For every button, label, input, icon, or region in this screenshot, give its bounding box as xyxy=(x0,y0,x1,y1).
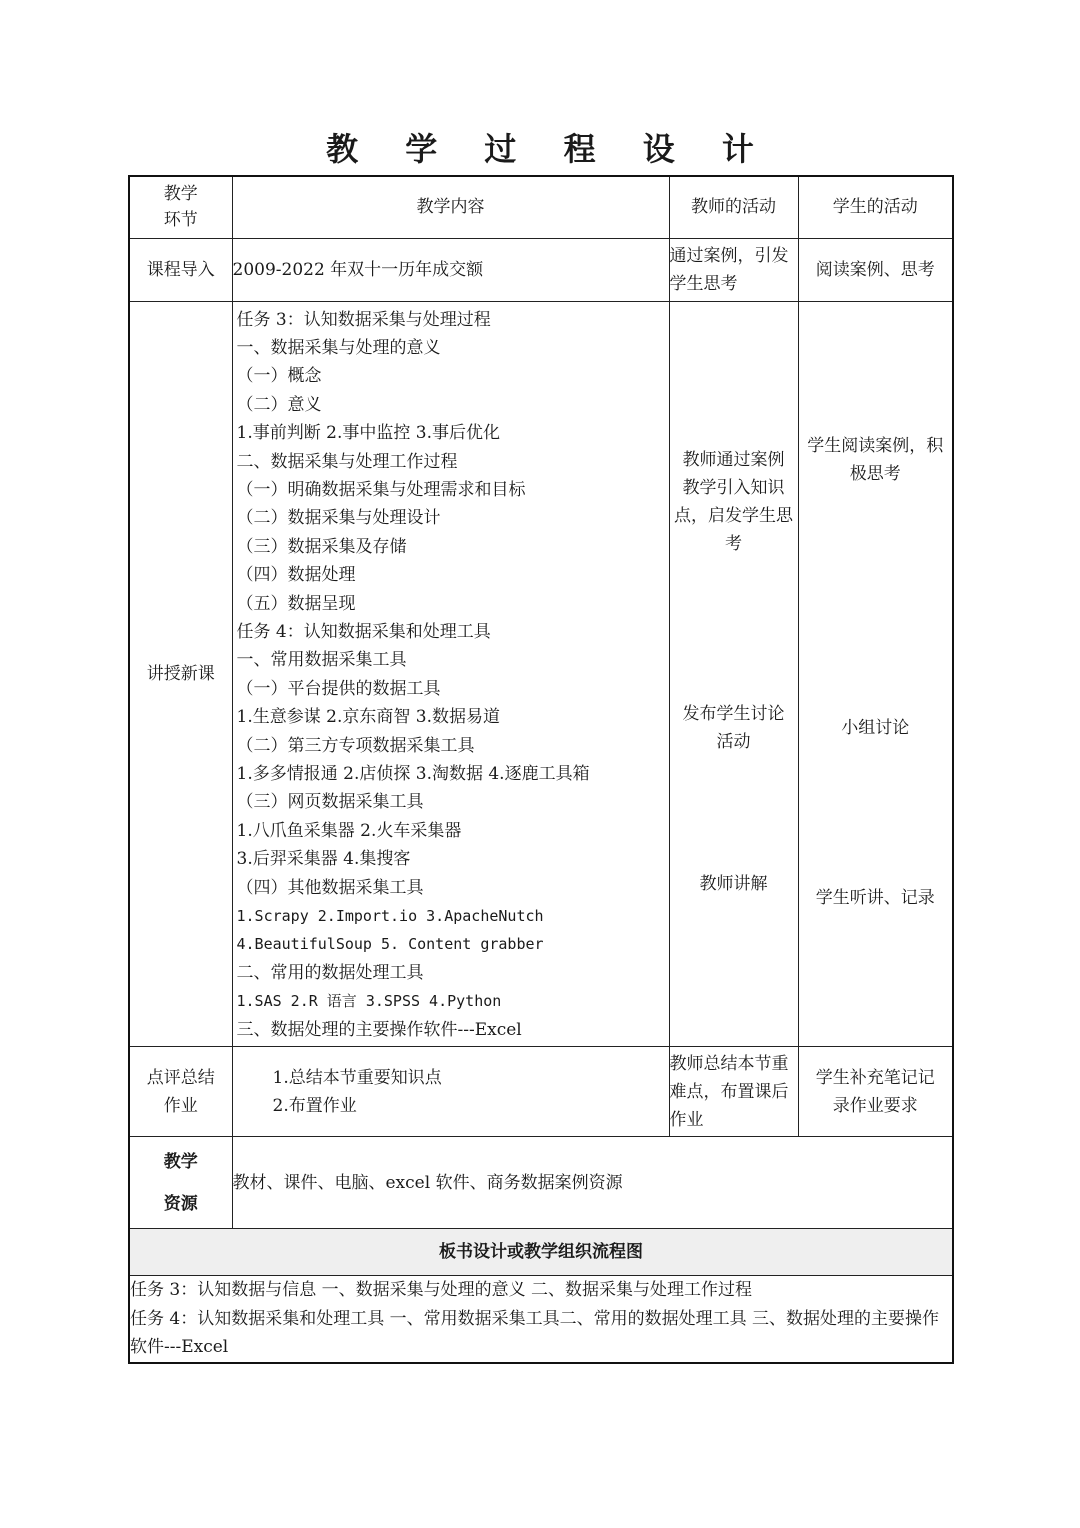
board-body xyxy=(129,1276,953,1363)
lecture-line: （二）意义 xyxy=(236,394,322,415)
lecture-line: （三）网页数据采集工具 xyxy=(236,792,424,813)
lecture-line: 1.事前判断 2.事中监控 3.事后优化 xyxy=(236,423,500,444)
resources-row xyxy=(129,1137,953,1229)
lecture-content-lines xyxy=(233,302,669,1047)
lecture-line: 一、常用数据采集工具 xyxy=(236,650,407,671)
review-line: 2.布置作业 xyxy=(272,1095,357,1116)
student-activity-line: 学生听讲、记录 xyxy=(815,887,935,908)
resources-content: 教材、课件、电脑、excel 软件、商务数据案例资源 xyxy=(232,1137,953,1229)
lecture-line: 任务 3：认知数据采集与处理过程 xyxy=(236,309,491,330)
review-stage xyxy=(129,1047,232,1137)
review-teacher: 教师总结本节重难点，布置课后作业 xyxy=(669,1047,798,1137)
lecture-line: 1.Scrapy 2.Import.io 3.ApacheNutch xyxy=(236,907,544,926)
header-content: 教学内容 xyxy=(232,176,669,238)
teaching-process-table xyxy=(128,175,954,1364)
page-title: 教 学 过 程 设 计 xyxy=(326,130,772,168)
board-body-row xyxy=(129,1276,953,1363)
lecture-line: （二）第三方专项数据采集工具 xyxy=(236,735,475,756)
lecture-line: 二、数据采集与处理工作过程 xyxy=(236,451,458,472)
intro-student: 阅读案例、思考 xyxy=(798,238,953,301)
lecture-row xyxy=(129,301,953,1047)
resources-stage xyxy=(129,1137,232,1229)
intro-teacher: 通过案例，引发学生思考 xyxy=(669,238,798,301)
lecture-line: 1.生意参谋 2.京东商智 3.数据易道 xyxy=(236,707,500,728)
teacher-activity-line: 活动 xyxy=(716,731,751,752)
lecture-line: 一、数据采集与处理的意义 xyxy=(236,337,441,358)
lecture-line: 任务 4：认知数据采集和处理工具 xyxy=(236,621,491,642)
intro-content: 2009-2022 年双十一历年成交额 xyxy=(232,238,669,301)
lecture-line: 二、常用的数据处理工具 xyxy=(236,962,424,983)
lecture-line: 3.后羿采集器 4.集搜客 xyxy=(236,849,411,870)
resources-stage-line: 教学 xyxy=(163,1151,198,1172)
header-student: 学生的活动 xyxy=(798,176,953,238)
teacher-activity-line: 发布学生讨论 xyxy=(682,703,785,724)
review-student: 学生补充笔记记录作业要求 xyxy=(798,1047,953,1137)
lecture-line: 三、数据处理的主要操作软件---Excel xyxy=(236,1019,522,1040)
student-activity-line: 极思考 xyxy=(849,463,901,484)
header-stage: 教学 环节 xyxy=(129,176,232,238)
header-teacher: 教师的活动 xyxy=(669,176,798,238)
resources-stage-line: 资源 xyxy=(163,1193,198,1214)
lecture-line: 1.多多情报通 2.店侦探 3.淘数据 4.逐鹿工具箱 xyxy=(236,764,590,784)
teacher-activity-line: 教师讲解 xyxy=(699,873,768,894)
lecture-line: 1.八爪鱼采集器 2.火车采集器 xyxy=(236,820,462,841)
review-content xyxy=(232,1047,669,1137)
lecture-line: （四）其他数据采集工具 xyxy=(236,877,424,898)
teacher-activity-line: 点，启发学生思 xyxy=(674,505,793,526)
lecture-content xyxy=(232,301,669,1047)
lecture-line: （一）明确数据采集与处理需求和目标 xyxy=(236,479,526,500)
student-activity-line: 学生阅读案例，积 xyxy=(807,435,944,456)
review-stage-line: 作业 xyxy=(163,1095,198,1116)
intro-row xyxy=(129,238,953,301)
lecture-teacher xyxy=(669,301,798,1047)
lecture-line: 4.BeautifulSoup 5. Content grabber xyxy=(236,935,544,954)
lecture-stage: 讲授新课 xyxy=(129,301,232,1047)
board-line: 任务 4：认知数据采集和处理工具 一、常用数据采集工具二、常用的数据处理工具 三、数据处理的主要操作软件---Excel xyxy=(130,1308,940,1358)
intro-stage: 课程导入 xyxy=(129,238,232,301)
review-row xyxy=(129,1047,953,1137)
review-stage-line: 点评总结 xyxy=(146,1067,215,1088)
teacher-activity-line: 考 xyxy=(725,533,742,554)
student-activity-line: 小组讨论 xyxy=(841,717,910,738)
lecture-line: 1.SAS 2.R 语言 3.SPSS 4.Python xyxy=(236,992,502,1011)
lecture-line: （五）数据呈现 xyxy=(236,593,356,614)
teacher-activity-line: 教学引入知识 xyxy=(682,477,785,498)
teacher-activity-line: 教师通过案例 xyxy=(682,449,785,470)
lecture-line: （四）数据处理 xyxy=(236,565,356,586)
review-line: 1.总结本节重要知识点 xyxy=(272,1067,442,1088)
lecture-line: （一）概念 xyxy=(236,366,322,387)
board-heading-row xyxy=(129,1229,953,1276)
lecture-line: （二）数据采集与处理设计 xyxy=(236,508,441,529)
lecture-line: （三）数据采集及存储 xyxy=(236,536,407,557)
board-heading: 板书设计或教学组织流程图 xyxy=(129,1229,953,1276)
lecture-line: （一）平台提供的数据工具 xyxy=(236,678,441,699)
table-header-row xyxy=(129,176,953,238)
board-line: 任务 3：认知数据与信息 一、数据采集与处理的意义 二、数据采集与处理工作过程 xyxy=(130,1280,753,1301)
lecture-student xyxy=(798,301,953,1047)
